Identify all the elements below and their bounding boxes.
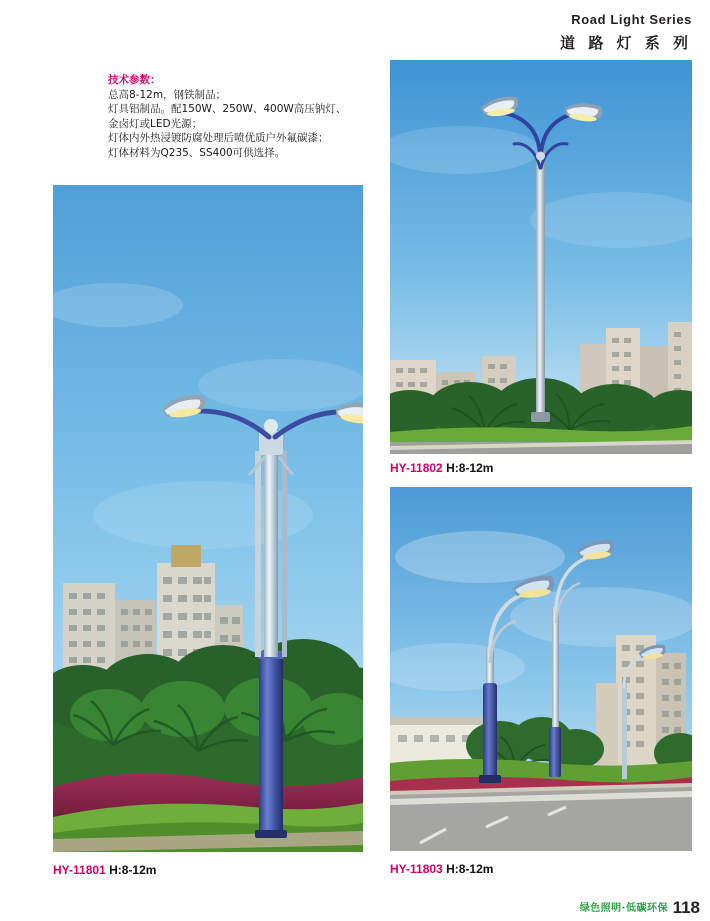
model-code: HY-11803 [390, 862, 443, 876]
product-photo-hy11801 [53, 185, 363, 852]
footer-slogan: 绿色照明·低碳环保 [579, 903, 668, 914]
product-photo-hy11803 [390, 487, 692, 851]
caption-hy11802 [390, 461, 493, 475]
model-size: H:8-12m [109, 863, 157, 877]
spec-line-2: 灯具铝制品。配150W、250W、400W高压钠灯、 [108, 103, 347, 116]
page-header [560, 12, 692, 53]
caption-hy11803 [390, 862, 493, 876]
spec-line-5: 灯体材料为Q235、SS400可供选择。 [108, 146, 286, 159]
model-size: H:8-12m [446, 862, 494, 876]
model-size: H:8-12m [446, 461, 494, 475]
page-footer [0, 891, 710, 921]
page-number: 118 [672, 898, 700, 917]
spec-line-4: 灯体内外热浸镀防腐处理后喷优质户外氟碳漆； [108, 132, 329, 145]
header-title-english: Road Light Series [571, 12, 692, 27]
spec-line-3: 金卤灯或LED光源； [108, 117, 203, 130]
caption-hy11801 [53, 863, 156, 877]
technical-spec-block [108, 73, 378, 161]
model-code: HY-11802 [390, 461, 443, 475]
model-code: HY-11801 [53, 863, 106, 877]
product-photo-hy11802 [390, 60, 692, 454]
header-title-chinese: 道 路 灯 系 列 [560, 34, 692, 52]
spec-title: 技术参数： [108, 74, 161, 86]
spec-line-1: 总高8-12m，钢铁制品； [108, 88, 227, 101]
